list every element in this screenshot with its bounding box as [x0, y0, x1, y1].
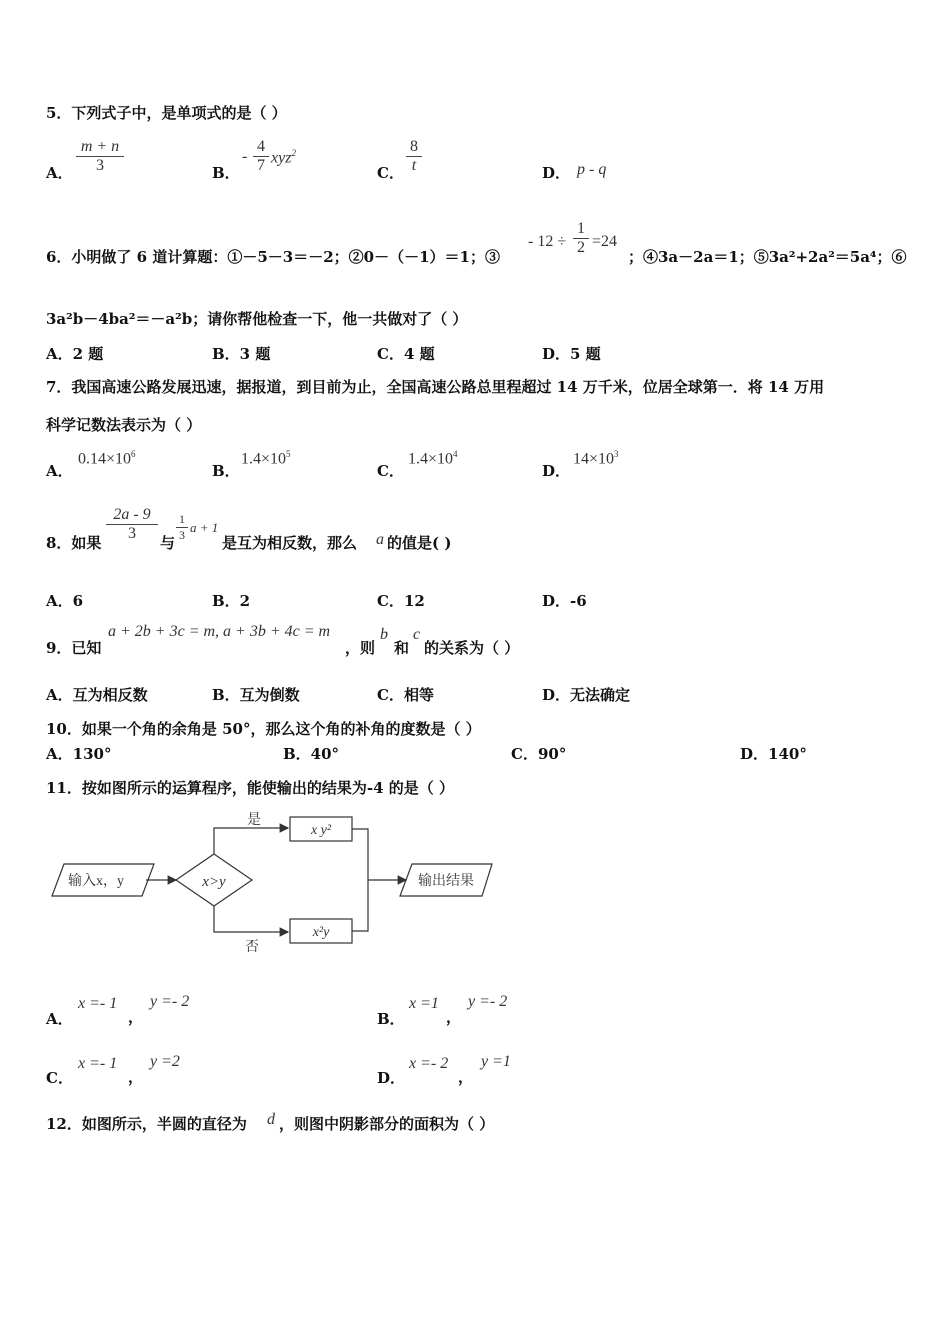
q9-text-and: 和: [394, 639, 410, 657]
q11-b-x: x =1: [409, 995, 439, 1012]
q8-f1-numerator: 2a - 9: [113, 506, 151, 523]
q9-option-b: B．互为倒数: [212, 686, 300, 704]
q7-a-base: 0.14×10: [78, 450, 132, 468]
q8-option-a: A．6: [46, 592, 84, 610]
q11-option-a-label: A．: [46, 1010, 73, 1028]
flow-merge-line: [352, 829, 368, 931]
q7-stem-line1: 7．我国高速公路发展迅速，据报道，到目前为止，全国高速公路总里程超过 14 万千米，位居全球第一．将 14 万用: [46, 378, 825, 396]
q6-formula-result: =24: [592, 233, 618, 250]
q8-option-b: B．2: [212, 592, 251, 610]
flow-op-no-text: x²y: [312, 925, 330, 940]
flow-input-text: 输入x，y: [68, 874, 124, 889]
q11-flowchart: [48, 808, 498, 956]
q9-option-a: A．互为相反数: [46, 686, 148, 704]
q6-option-d: D．5 题: [542, 345, 601, 363]
q5-a-denominator: 3: [96, 157, 104, 174]
q5-d-expression: p - q: [577, 161, 607, 178]
q8-f2-tail: a + 1: [190, 520, 219, 535]
q9-suffix: 的关系为（ ）: [424, 639, 520, 657]
q11-a-x: x =- 1: [78, 995, 118, 1012]
q11-option-d-label: D．: [377, 1069, 406, 1087]
q6-stem-part1: 6．小明做了 6 道计算题：①－5－3＝－2；②0－（－1）＝1；③: [46, 248, 500, 266]
q8-f1-denominator: 3: [128, 525, 136, 542]
q10-option-a: A．130°: [46, 745, 112, 763]
q8-f2-numerator: 1: [179, 512, 185, 526]
q6-stem-part2: ；④3a－2a＝1；⑤3a²+2a²＝5a⁴；⑥: [628, 248, 907, 266]
q7-option-d-label: D．: [542, 462, 571, 480]
q8-prefix: 8．如果: [46, 534, 102, 552]
q7-option-c-label: C．: [377, 462, 404, 480]
q11-c-y: y =2: [150, 1053, 180, 1070]
q6-option-a: A．2 题: [46, 345, 104, 363]
q6-formula-prefix: - 12 ÷: [528, 233, 567, 250]
q7-c-base: 1.4×10: [408, 450, 454, 468]
q7-option-a-label: A．: [46, 462, 73, 480]
q11-d-comma: ，: [458, 1068, 474, 1086]
q5-option-c-fraction: [406, 138, 422, 175]
q8-middle-text: 是互为相反数，那么: [222, 534, 358, 552]
q7-option-b-value: [241, 449, 291, 468]
q7-option-b-label: B．: [212, 462, 240, 480]
q9-equation: a + 2b + 3c = m, a + 3b + 4c = m: [108, 623, 331, 640]
q5-option-c-label: C．: [377, 164, 404, 182]
q10-option-d: D．140°: [740, 745, 807, 763]
q12-suffix: ，则图中阴影部分的面积为（ ）: [279, 1115, 495, 1133]
q5-option-b-fraction: [253, 138, 269, 175]
q5-a-numerator: m + n: [80, 138, 120, 155]
q12-prefix: 12．如图所示，半圆的直径为: [46, 1115, 247, 1133]
flow-arrow-no: [214, 906, 288, 932]
q5-b-vars: xyz: [271, 149, 292, 167]
q7-stem-line2: 科学记数法表示为（ ）: [46, 416, 202, 434]
q5-c-numerator: 8: [410, 138, 418, 155]
q7-option-c-value: [408, 449, 458, 468]
q6-stem-line2: 3a²b－4ba²＝－a²b；请你帮他检查一下，他一共做对了（ ）: [46, 310, 468, 328]
q9-prefix: 9．已知: [46, 639, 102, 657]
q6-fraction-denominator: 2: [577, 239, 585, 256]
q7-option-a-value: [78, 449, 136, 468]
q9-variable-b: b: [380, 626, 388, 643]
q10-option-c: C．90°: [511, 745, 567, 763]
q7-option-d-value: [573, 449, 619, 468]
q9-text-then: ，则: [345, 639, 376, 657]
q5-c-denominator: t: [411, 157, 417, 174]
q11-option-b-label: B．: [377, 1010, 405, 1028]
q9-variable-c: c: [413, 626, 421, 643]
flow-output-text: 输出结果: [418, 874, 474, 889]
q9-option-c: C．相等: [377, 686, 434, 704]
q5-option-a-fraction: [76, 138, 124, 175]
q6-formula-fraction: [573, 220, 589, 257]
q8-option-c: C．12: [377, 592, 425, 610]
q7-d-base: 14×10: [573, 450, 615, 468]
q7-b-base: 1.4×10: [241, 450, 287, 468]
q11-b-y: y =- 2: [468, 993, 508, 1010]
q11-d-x: x =- 2: [409, 1055, 449, 1072]
q5-b-sign: -: [242, 148, 248, 165]
q7-c-exp: 4: [453, 449, 458, 459]
q10-option-b: B．40°: [283, 745, 340, 763]
q5-stem: 5．下列式子中，是单项式的是（ ）: [46, 104, 287, 122]
q9-option-d: D．无法确定: [542, 686, 631, 704]
q8-connector: 与: [160, 534, 176, 552]
q8-f2-denominator: 3: [179, 528, 185, 542]
q6-option-c: C．4 题: [377, 345, 435, 363]
q11-option-c-label: C．: [46, 1069, 73, 1087]
q7-d-exp: 3: [614, 449, 619, 459]
flow-decision-text: x>y: [202, 874, 226, 890]
q11-d-y: y =1: [481, 1053, 511, 1070]
q11-a-comma: ，: [128, 1008, 144, 1026]
q11-stem: 11．按如图所示的运算程序，能使输出的结果为-4 的是（ ）: [46, 779, 454, 797]
q7-b-exp: 5: [286, 449, 291, 459]
q5-option-b-label: B．: [212, 164, 240, 182]
q5-b-numerator: 4: [257, 138, 265, 155]
q8-variable-a: a: [376, 531, 384, 548]
q11-c-comma: ，: [128, 1068, 144, 1086]
q7-a-exp: 6: [131, 449, 136, 459]
flow-op-yes-text: x y²: [310, 823, 332, 838]
q5-option-d-label: D．: [542, 164, 571, 182]
flow-no-label: 否: [245, 940, 259, 955]
q12-variable-d: d: [267, 1111, 275, 1128]
q5-b-exp: 2: [291, 148, 296, 158]
q11-c-x: x =- 1: [78, 1055, 118, 1072]
q5-b-denominator: 7: [257, 157, 265, 174]
q11-b-comma: ，: [446, 1008, 462, 1026]
q8-suffix: 的值是( ): [387, 534, 452, 552]
flow-arrow-yes: [214, 828, 288, 854]
q5-b-tail: [271, 148, 296, 167]
q8-fraction-2: [176, 512, 188, 543]
q8-option-d: D．-6: [542, 592, 587, 610]
q6-fraction-numerator: 1: [577, 220, 585, 237]
q6-option-b: B．3 题: [212, 345, 271, 363]
q10-stem: 10．如果一个角的余角是 50°，那么这个角的补角的度数是（ ）: [46, 720, 481, 738]
q11-a-y: y =- 2: [150, 993, 190, 1010]
flow-yes-label: 是: [247, 813, 261, 828]
q8-fraction-1: [106, 506, 158, 543]
q5-option-a-label: A．: [46, 164, 73, 182]
